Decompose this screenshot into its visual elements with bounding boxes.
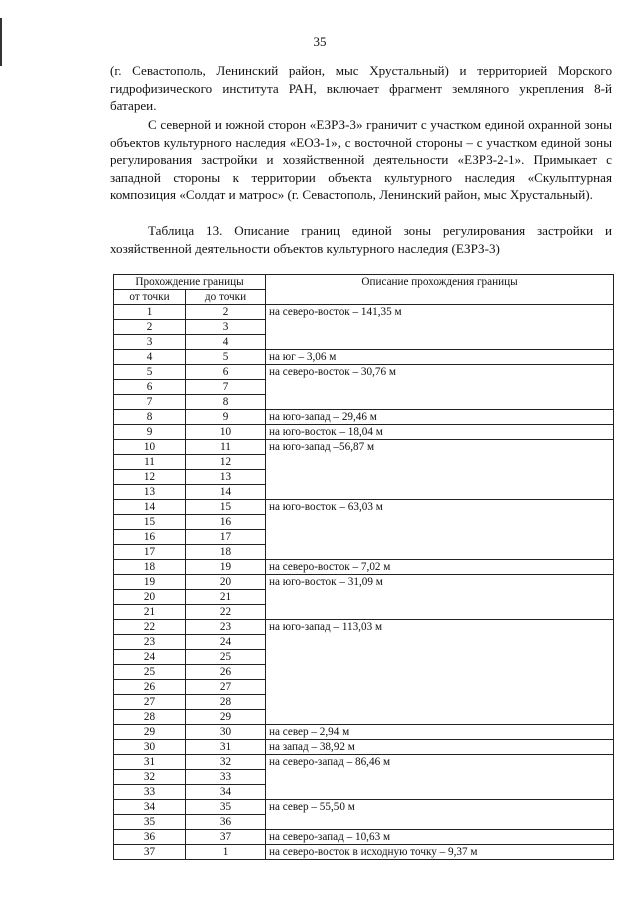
cell-to-point: 25 [186,650,266,665]
cell-from-point: 32 [114,770,186,785]
cell-from-point: 30 [114,740,186,755]
cell-to-point: 33 [186,770,266,785]
cell-to-point: 31 [186,740,266,755]
cell-to-point: 6 [186,365,266,380]
paragraph-continuation [110,62,612,115]
table-header [114,275,614,305]
cell-description: на запад – 38,92 м [266,740,614,755]
cell-to-point: 11 [186,440,266,455]
cell-from-point: 16 [114,530,186,545]
cell-from-point: 12 [114,470,186,485]
cell-description: на северо-восток в исходную точку – 9,37 м [266,845,614,860]
table-body [114,305,614,860]
cell-description: на север – 2,94 м [266,725,614,740]
cell-to-point: 16 [186,515,266,530]
cell-from-point: 34 [114,800,186,815]
cell-to-point: 37 [186,830,266,845]
cell-to-point: 8 [186,395,266,410]
cell-to-point: 32 [186,755,266,770]
cell-description: на юго-восток – 63,03 м [266,500,614,560]
cell-from-point: 10 [114,440,186,455]
table-row [114,620,614,635]
cell-description: на юг – 3,06 м [266,350,614,365]
cell-description: на северо-запад – 10,63 м [266,830,614,845]
table-row [114,500,614,515]
cell-from-point: 17 [114,545,186,560]
cell-to-point: 35 [186,800,266,815]
table-row [114,350,614,365]
cell-to-point: 30 [186,725,266,740]
cell-from-point: 22 [114,620,186,635]
cell-from-point: 18 [114,560,186,575]
cell-from-point: 20 [114,590,186,605]
cell-description: на северо-восток – 7,02 м [266,560,614,575]
cell-from-point: 26 [114,680,186,695]
cell-to-point: 18 [186,545,266,560]
cell-from-point: 4 [114,350,186,365]
header-boundary-passage: Прохождение границы [114,275,266,290]
cell-to-point: 24 [186,635,266,650]
cell-description: на северо-восток – 30,76 м [266,365,614,410]
cell-to-point: 12 [186,455,266,470]
table-row [114,410,614,425]
table-row [114,800,614,815]
cell-from-point: 29 [114,725,186,740]
table-row [114,830,614,845]
cell-to-point: 26 [186,665,266,680]
cell-from-point: 1 [114,305,186,320]
table-row [114,305,614,320]
cell-to-point: 14 [186,485,266,500]
cell-from-point: 35 [114,815,186,830]
table-row [114,365,614,380]
table-row [114,740,614,755]
header-boundary-description: Описание прохождения границы [266,275,614,305]
cell-from-point: 7 [114,395,186,410]
cell-description: на северо-восток – 141,35 м [266,305,614,350]
cell-to-point: 22 [186,605,266,620]
cell-description: на юго-восток – 18,04 м [266,425,614,440]
cell-to-point: 21 [186,590,266,605]
cell-to-point: 15 [186,500,266,515]
table-row [114,845,614,860]
cell-to-point: 19 [186,560,266,575]
cell-from-point: 37 [114,845,186,860]
table-row [114,425,614,440]
cell-from-point: 11 [114,455,186,470]
table-row [114,725,614,740]
cell-from-point: 19 [114,575,186,590]
cell-from-point: 13 [114,485,186,500]
cell-from-point: 33 [114,785,186,800]
cell-to-point: 9 [186,410,266,425]
page-number: 35 [313,34,327,49]
cell-to-point: 27 [186,680,266,695]
cell-from-point: 24 [114,650,186,665]
cell-from-point: 9 [114,425,186,440]
table-row [114,575,614,590]
cell-description: на север – 55,50 м [266,800,614,830]
paragraph-borders [110,116,612,204]
cell-from-point: 15 [114,515,186,530]
table-row [114,560,614,575]
cell-to-point: 10 [186,425,266,440]
cell-to-point: 4 [186,335,266,350]
cell-to-point: 29 [186,710,266,725]
cell-description: на северо-запад – 86,46 м [266,755,614,800]
cell-from-point: 21 [114,605,186,620]
cell-to-point: 2 [186,305,266,320]
cell-from-point: 36 [114,830,186,845]
cell-from-point: 27 [114,695,186,710]
cell-to-point: 17 [186,530,266,545]
cell-from-point: 8 [114,410,186,425]
table-caption: Таблица 13. Описание границ единой зоны регулирования застройки и хозяйственной деятельности объектов культурного наследия (ЕЗРЗ-3) [110,223,612,256]
cell-to-point: 20 [186,575,266,590]
cell-to-point: 1 [186,845,266,860]
cell-to-point: 3 [186,320,266,335]
cell-from-point: 3 [114,335,186,350]
cell-description: на юго-восток – 31,09 м [266,575,614,620]
cell-to-point: 13 [186,470,266,485]
paragraph-2: С северной и южной сторон «ЕЗРЗ-3» граничит с участком единой охранной зоны объектов культурного наследия «ЕОЗ-1», с восточной стороны – с участком единой зоны регулирования застройки и хозяйственной деятельности «ЕЗРЗ-2-1». Примыкает с западной стороны к территории объекта культурного наследия «Скульптурная композиция «Солдат и матрос» (г. Севастополь, Ленинский район, мыс Хрустальный). [110,117,612,203]
cell-description: на юго-запад – 113,03 м [266,620,614,725]
cell-from-point: 14 [114,500,186,515]
cell-from-point: 2 [114,320,186,335]
paragraph-1: (г. Севастополь, Ленинский район, мыс Хрустальный) и территорией Морского гидрофизического института РАН, включает фрагмент земляного укрепления 8-й батареи. [110,63,612,114]
cell-to-point: 28 [186,695,266,710]
cell-from-point: 23 [114,635,186,650]
cell-to-point: 34 [186,785,266,800]
cell-to-point: 5 [186,350,266,365]
cell-to-point: 36 [186,815,266,830]
cell-from-point: 6 [114,380,186,395]
table-row [114,755,614,770]
boundary-table [113,274,614,860]
cell-description: на юго-запад – 29,46 м [266,410,614,425]
cell-from-point: 28 [114,710,186,725]
cell-from-point: 31 [114,755,186,770]
table-row [114,440,614,455]
cell-to-point: 23 [186,620,266,635]
cell-to-point: 7 [186,380,266,395]
header-from-point: от точки [114,290,186,305]
cell-description: на юго-запад –56,87 м [266,440,614,500]
cell-from-point: 5 [114,365,186,380]
cell-from-point: 25 [114,665,186,680]
header-to-point: до точки [186,290,266,305]
